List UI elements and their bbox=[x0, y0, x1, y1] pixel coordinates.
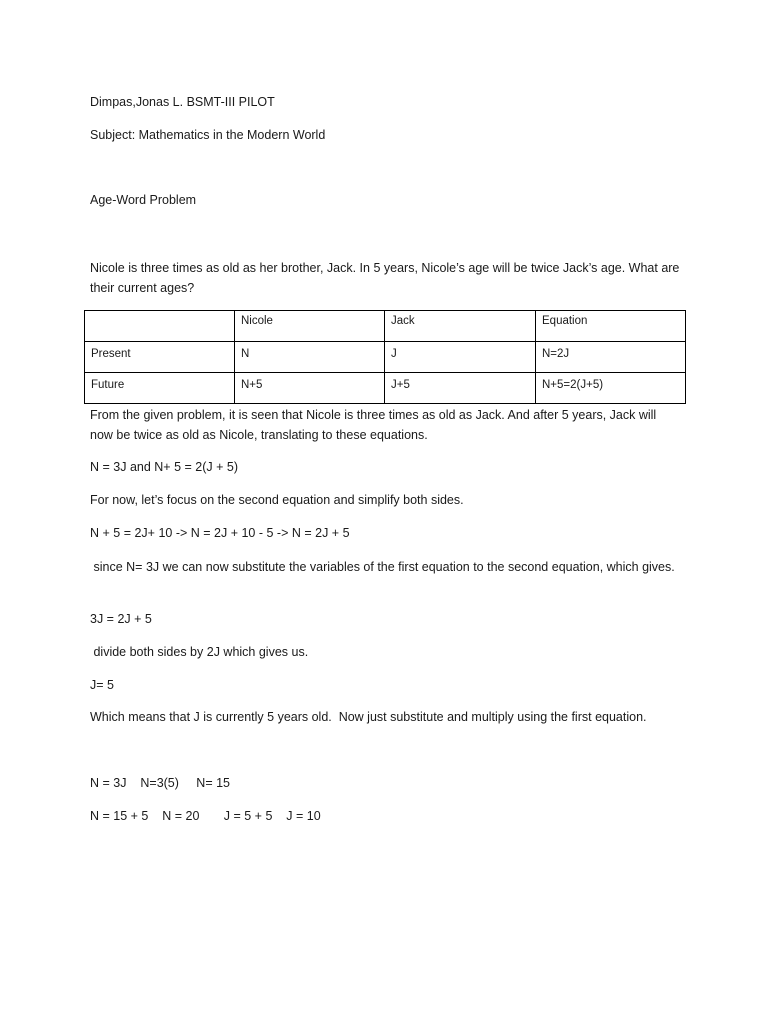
table-header-row bbox=[85, 311, 686, 342]
table-header-cell: Jack bbox=[385, 311, 536, 342]
divide-line: divide both sides by 2J which gives us. bbox=[90, 645, 309, 659]
solution-intro: From the given problem, it is seen that Nicole is three times as old as Jack. And after 5 years, Jack will now be twice as old as Nicole, translating to these equations. bbox=[90, 408, 657, 442]
table-header-cell bbox=[85, 311, 235, 342]
final-calculation-line: N = 15 + 5 N = 20 J = 5 + 5 J = 10 bbox=[90, 809, 321, 823]
table-row bbox=[85, 342, 686, 373]
table-cell: J bbox=[385, 342, 536, 373]
table-cell: N+5 bbox=[235, 373, 385, 404]
result-equation: 3J = 2J + 5 bbox=[90, 612, 152, 626]
table-cell: J+5 bbox=[385, 373, 536, 404]
section-title: Age-Word Problem bbox=[90, 193, 197, 207]
table-header-cell: Equation bbox=[536, 311, 686, 342]
substitute-paragraph: since N= 3J we can now substitute the variables of the first equation to the second equation, which gives. bbox=[90, 560, 675, 574]
meaning-line: Which means that J is currently 5 years old. Now just substitute and multiply using the first equation. bbox=[90, 710, 647, 724]
age-table bbox=[84, 310, 686, 404]
table-cell: N=2J bbox=[536, 342, 686, 373]
table-header-cell: Nicole bbox=[235, 311, 385, 342]
table-row bbox=[85, 373, 686, 404]
n-calculation-line: N = 3J N=3(5) N= 15 bbox=[90, 776, 230, 790]
table-cell: Future bbox=[85, 373, 235, 404]
problem-statement: Nicole is three times as old as her brother, Jack. In 5 years, Nicole’s age will be twice Jack’s age. What are their current ages? bbox=[90, 261, 680, 295]
equations-line: N = 3J and N+ 5 = 2(J + 5) bbox=[90, 460, 238, 474]
subject-line: Subject: Mathematics in the Modern World bbox=[90, 128, 326, 142]
table-cell: N bbox=[235, 342, 385, 373]
simplify-line: N + 5 = 2J+ 10 -> N = 2J + 10 - 5 -> N = 2J + 5 bbox=[90, 526, 350, 540]
table-cell: Present bbox=[85, 342, 235, 373]
table-cell: N+5=2(J+5) bbox=[536, 373, 686, 404]
author-line: Dimpas,Jonas L. BSMT-III PILOT bbox=[90, 95, 275, 109]
focus-line: For now, let’s focus on the second equation and simplify both sides. bbox=[90, 493, 464, 507]
j-value-line: J= 5 bbox=[90, 678, 114, 692]
